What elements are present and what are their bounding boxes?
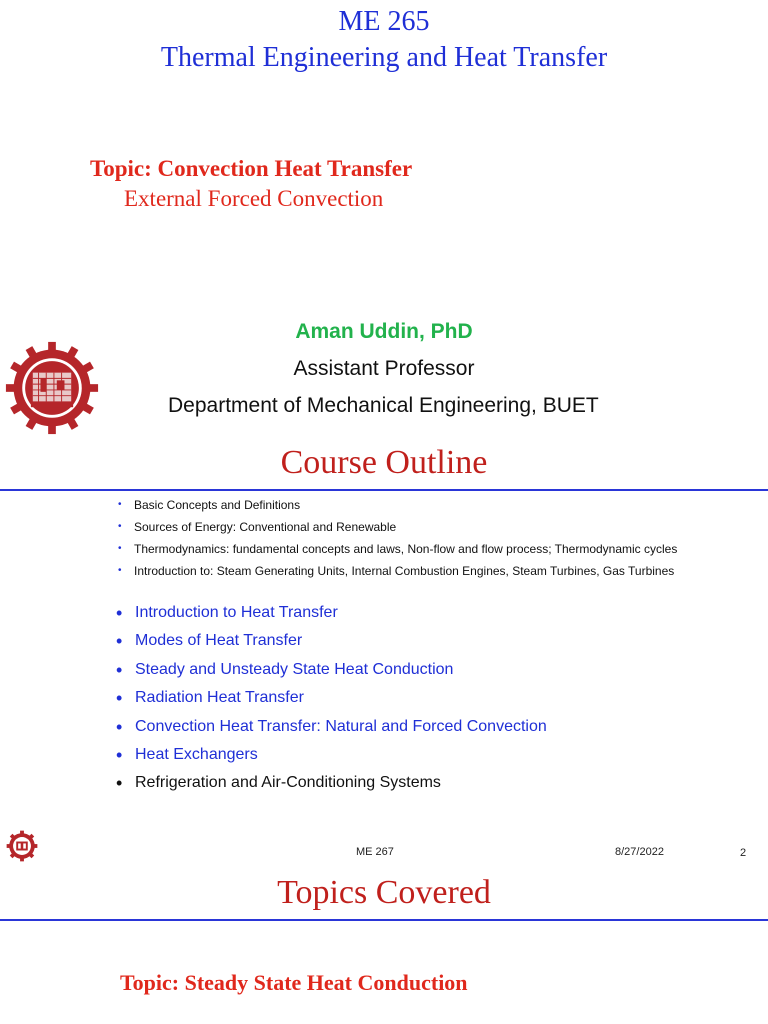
list-item: • Thermodynamics: fundamental concepts and laws, Non-flow and flow process; Thermodynamic cycles bbox=[118, 541, 677, 563]
list-item: • Heat Exchangers bbox=[116, 743, 547, 771]
course-title: Thermal Engineering and Heat Transfer bbox=[160, 42, 608, 73]
author-department: Department of Mechanical Engineering, BUET bbox=[168, 394, 599, 417]
list-item: • Convection Heat Transfer: Natural and Forced Convection bbox=[116, 715, 547, 743]
footer-page-number: 2 bbox=[740, 847, 747, 859]
list-item: • Steady and Unsteady State Heat Conduction bbox=[116, 658, 547, 686]
list-item: • Introduction to: Steam Generating Units, Internal Combustion Engines, Steam Turbines, Gas Turbines bbox=[118, 563, 677, 585]
buet-logo-icon bbox=[6, 830, 38, 862]
course-code: ME 265 bbox=[338, 6, 430, 37]
author-name: Aman Uddin, PhD bbox=[295, 320, 473, 343]
topics-covered-title: Topics Covered bbox=[277, 874, 491, 911]
footer-course-code: ME 267 bbox=[356, 846, 394, 858]
basic-topics-list bbox=[118, 497, 677, 585]
list-item: • Introduction to Heat Transfer bbox=[116, 601, 547, 629]
footer-date: 8/27/2022 bbox=[615, 846, 664, 858]
title-divider bbox=[0, 489, 768, 491]
topic-heading: Topic: Convection Heat Transfer bbox=[90, 156, 413, 181]
author-role: Assistant Professor bbox=[293, 357, 475, 380]
heat-transfer-topics-list bbox=[116, 601, 547, 800]
list-item: • Modes of Heat Transfer bbox=[116, 629, 547, 657]
list-item: • Refrigeration and Air-Conditioning Systems bbox=[116, 771, 547, 799]
topic-subheading: External Forced Convection bbox=[124, 186, 384, 211]
list-item: • Radiation Heat Transfer bbox=[116, 686, 547, 714]
list-item: • Sources of Energy: Conventional and Renewable bbox=[118, 519, 677, 541]
title-divider bbox=[0, 919, 768, 921]
list-item: • Basic Concepts and Definitions bbox=[118, 497, 677, 519]
topic-heading: Topic: Steady State Heat Conduction bbox=[120, 970, 468, 995]
course-outline-title: Course Outline bbox=[280, 444, 488, 481]
buet-logo-icon bbox=[4, 340, 100, 436]
